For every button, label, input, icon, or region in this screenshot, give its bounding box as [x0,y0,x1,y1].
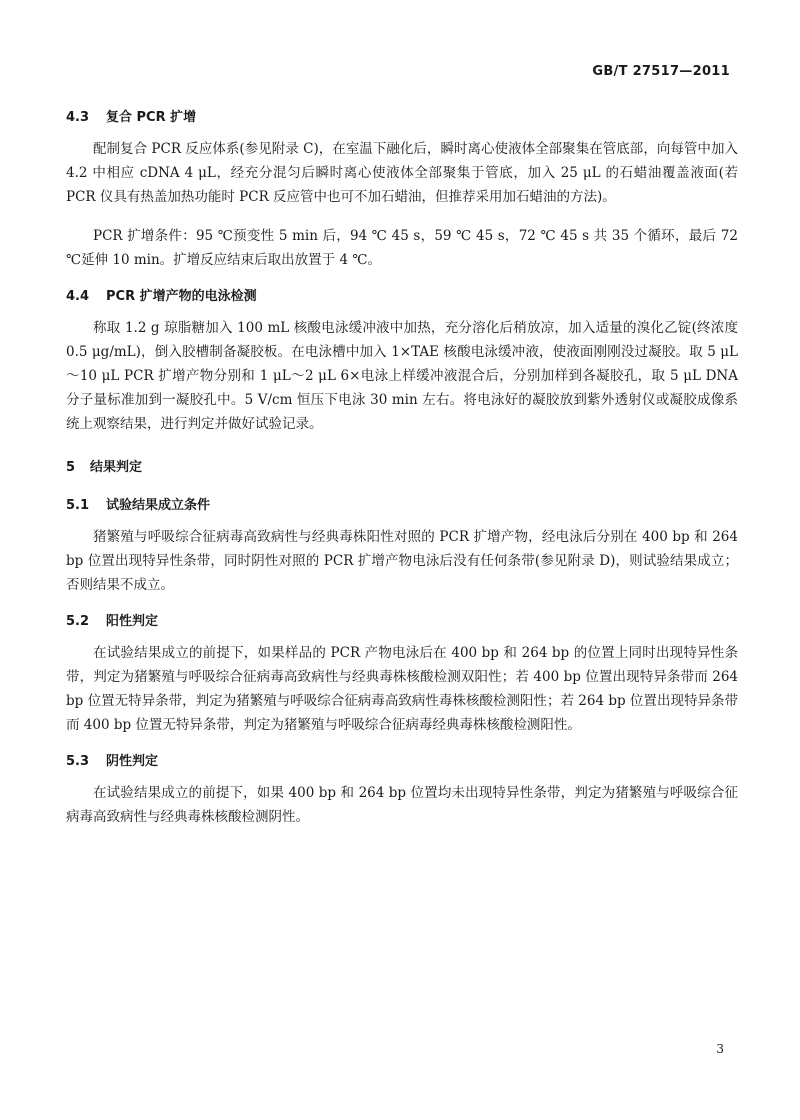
section-number: 4.4 [66,289,90,304]
standard-code: GB/T 27517—2011 [592,64,730,79]
section-number: 5 [66,460,76,475]
section-number: 5.3 [66,754,90,769]
paragraph: 在试验结果成立的前提下，如果 400 bp 和 264 bp 位置均未出现特异性条带，判定为猪繁殖与呼吸综合征病毒高致病性与经典毒株核酸检测阴性。 [66,785,738,825]
paragraph: PCR 扩增条件：95 ℃预变性 5 min 后，94 ℃ 45 s，59 ℃ 45 s，72 ℃ 45 s 共 35 个循环，最后 72 ℃延伸 10 min。扩增反应结束后取出放置于 4 ℃。 [66,228,738,268]
paragraph: 猪繁殖与呼吸综合征病毒高致病性与经典毒株阳性对照的 PCR 扩增产物，经电泳后分别在 400 bp 和 264 bp 位置出现特异性条带，同时阴性对照的 PCR 扩增产物电泳后没有任何条带(参见附录 D)，则试验结果成立；否则结果不成立。 [66,529,738,593]
section-title: 阴性判定 [106,754,159,769]
section-title: 复合 PCR 扩增 [106,110,197,125]
section-title: PCR 扩增产物的电泳检测 [106,289,257,304]
section-heading-4-3 [66,108,738,128]
section-heading-4-4 [66,287,738,307]
section-number: 4.3 [66,110,90,125]
section-heading-5-3 [66,752,738,772]
section-heading-5-1 [66,496,738,516]
page-number: 3 [716,1042,724,1056]
section-title: 结果判定 [90,460,143,475]
document-body [66,108,738,844]
section-title: 试验结果成立条件 [106,498,211,513]
section-heading-5-2 [66,612,738,632]
section-heading-5 [66,458,738,478]
paragraph: 称取 1.2 g 琼脂糖加入 100 mL 核酸电泳缓冲液中加热，充分溶化后稍放凉，加入适量的溴化乙锭(终浓度 0.5 μg/mL)，倒入胶槽制备凝胶板。在电泳槽中加入 1×TAE 核酸电泳缓冲液，使液面刚刚没过凝胶。取 5 μL～10 μL PCR 扩增产物分别和 1 μL～2 μL 6×电泳上样缓冲液混合后，分别加样到各凝胶孔，取 5 μL DNA 分子量标准加到一凝胶孔中。5 V/cm 恒压下电泳 30 min 左右。将电泳好的凝胶放到紫外透射仪或凝胶成像系统上观察结果，进行判定并做好试验记录。 [66,320,738,432]
section-title: 阳性判定 [106,614,159,629]
paragraph: 在试验结果成立的前提下，如果样品的 PCR 产物电泳后在 400 bp 和 264 bp 的位置上同时出现特异性条带，判定为猪繁殖与呼吸综合征病毒高致病性与经典毒株核酸检测双阳性；若 400 bp 位置出现特异条带而 264 bp 位置无特异条带，判定为猪繁殖与呼吸综合征病毒高致病性毒株核酸检测阳性；若 264 bp 位置出现特异条带而 400 bp 位置无特异条带，判定为猪繁殖与呼吸综合征病毒经典毒株核酸检测阳性。 [66,645,738,733]
section-number: 5.1 [66,498,90,513]
section-number: 5.2 [66,614,90,629]
paragraph: 配制复合 PCR 反应体系(参见附录 C)，在室温下融化后，瞬时离心使液体全部聚集在管底部，向每管中加入 4.2 中相应 cDNA 4 μL，经充分混匀后瞬时离心使液体全部聚集于管底，加入 25 μL 的石蜡油覆盖液面(若 PCR 仪具有热盖加热功能时 PCR 反应管中也可不加石蜡油，但推荐采用加石蜡油的方法)。 [66,141,738,205]
